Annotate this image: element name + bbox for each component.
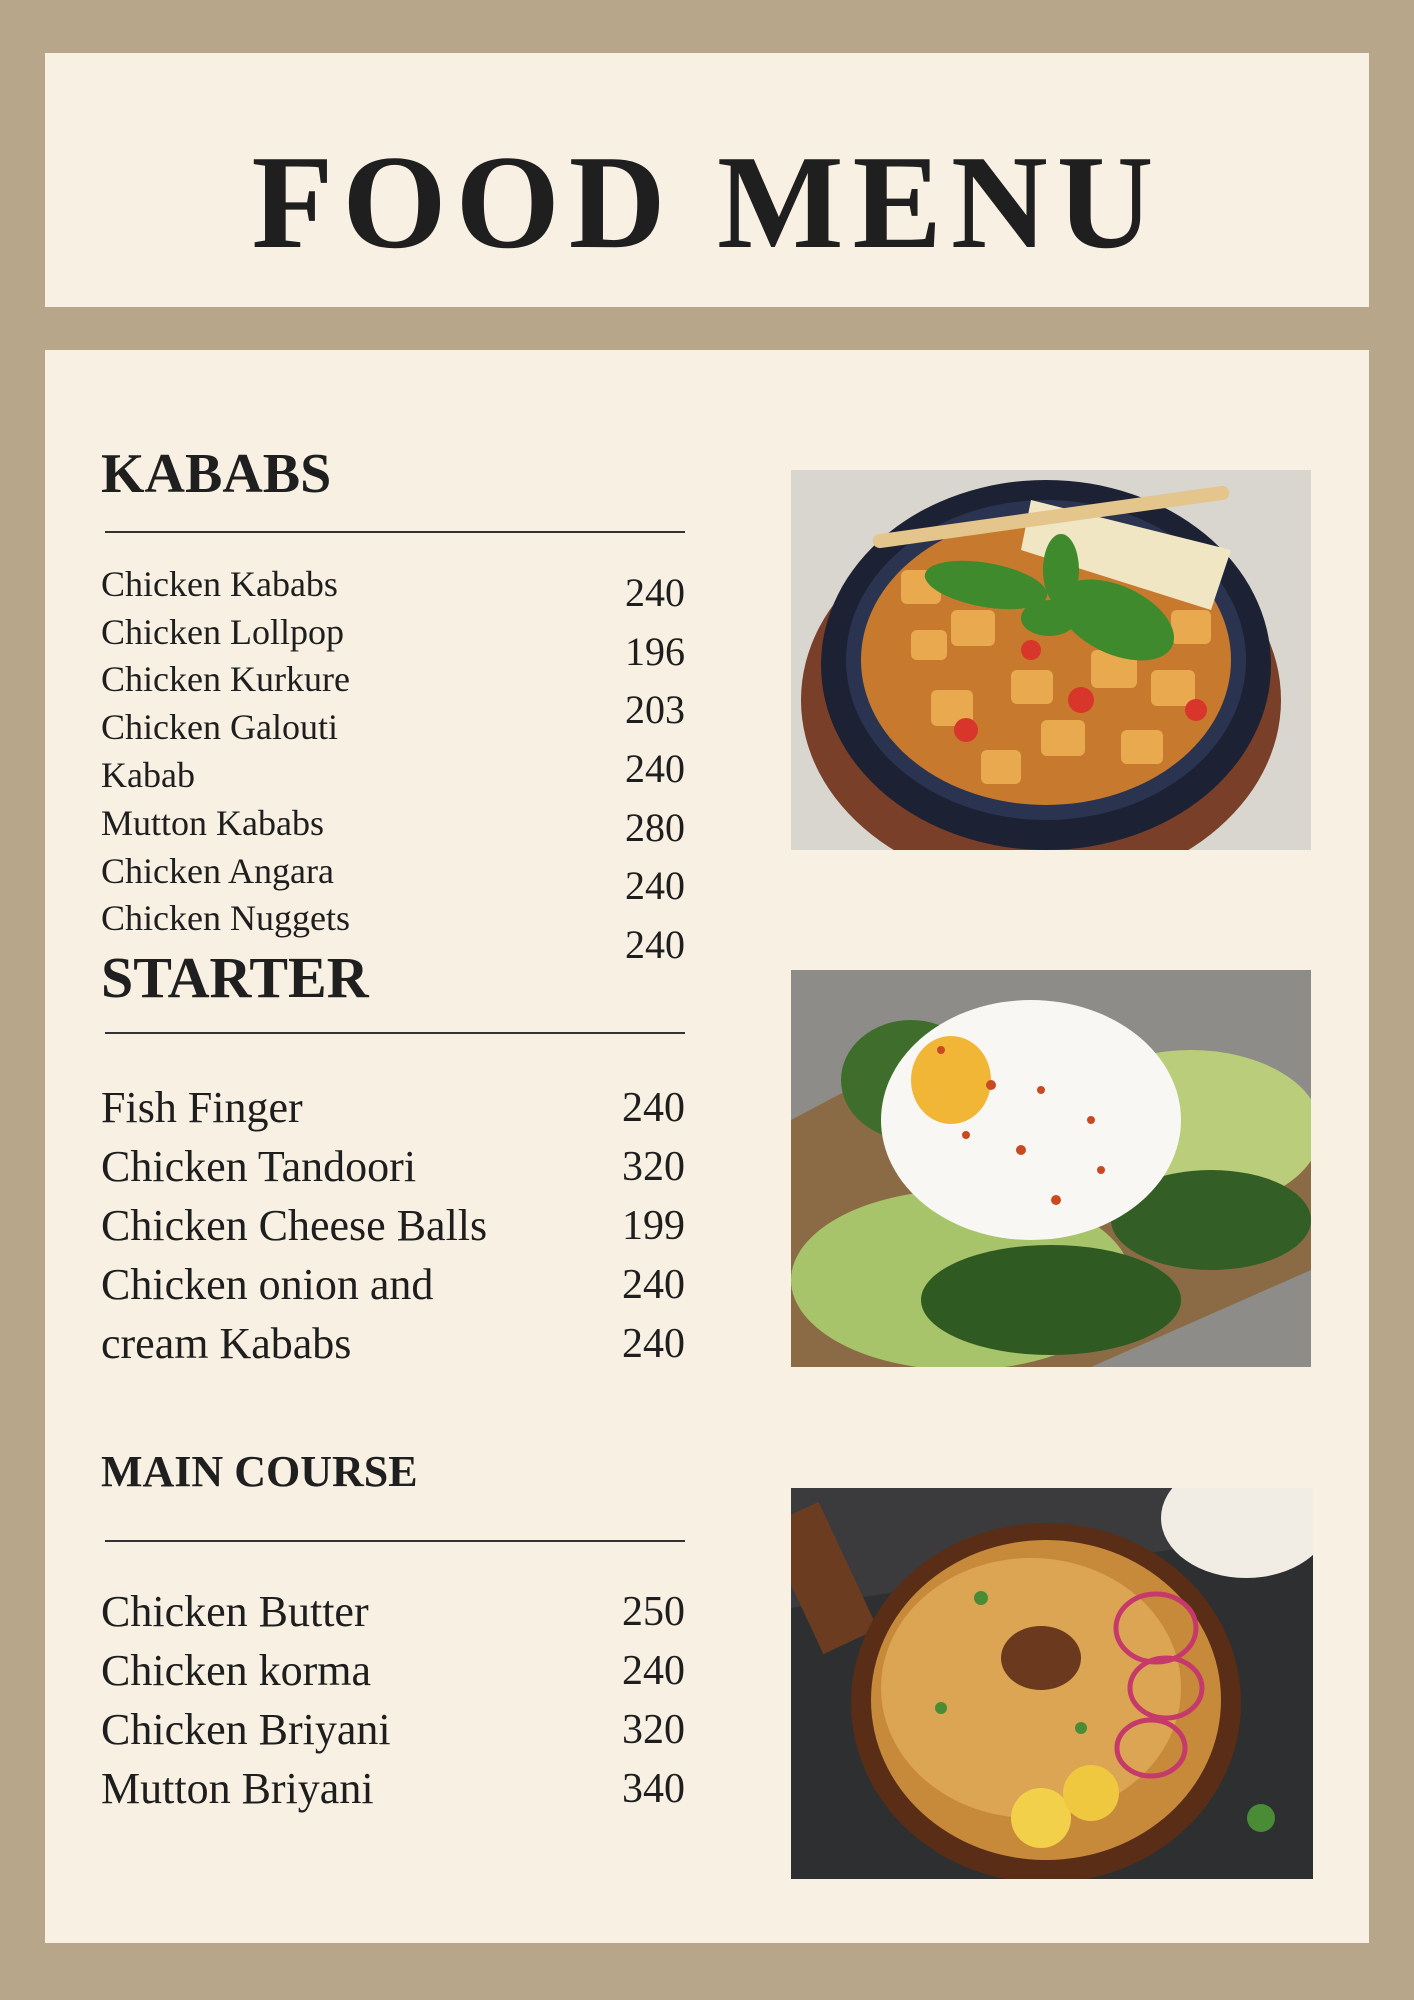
menu-item-price: 240: [625, 922, 685, 967]
section-heading-kababs: KABABS: [101, 443, 332, 505]
menu-item-name: Chicken korma: [101, 1646, 372, 1695]
menu-item-name: Chicken Angara: [101, 851, 334, 891]
menu-item-price: 320: [622, 1144, 685, 1190]
menu-item-name: Chicken Kurkure: [101, 659, 350, 699]
section-divider: [105, 531, 685, 533]
menu-item-name: Chicken onion and: [101, 1260, 434, 1309]
menu-item-name: Chicken Kababs: [101, 564, 338, 604]
section-divider: [105, 1540, 685, 1542]
menu-item-name: Fish Finger: [101, 1083, 303, 1132]
photo-poached-egg-avocado-toast: [791, 970, 1311, 1367]
menu-item-name: Kabab: [101, 755, 195, 795]
menu-item-price: 340: [622, 1766, 685, 1812]
menu-item-name: Chicken Lollpop: [101, 612, 344, 652]
menu-item-name: Chicken Tandoori: [101, 1142, 417, 1191]
menu-item-name: Mutton Kababs: [101, 803, 324, 843]
menu-item-name: cream Kababs: [101, 1319, 352, 1368]
menu-item-price: 240: [622, 1648, 685, 1694]
menu-item-name: Chicken Galouti: [101, 707, 338, 747]
menu-item-name: Chicken Briyani: [101, 1705, 391, 1754]
menu-item-name: Chicken Nuggets: [101, 898, 350, 938]
menu-item-price: 280: [625, 805, 685, 850]
menu-item-name: Mutton Briyani: [101, 1764, 374, 1813]
photo-chicken-biryani: [791, 1488, 1313, 1879]
menu-title: FOOD MENU: [251, 128, 1163, 276]
menu-item-name: Chicken Cheese Balls: [101, 1201, 488, 1250]
photo-chicken-tikka-bowl: [791, 470, 1311, 850]
menu-item-price: 240: [622, 1085, 685, 1131]
menu-item-price: 203: [625, 687, 685, 732]
section-heading-main-course: MAIN COURSE: [101, 1447, 418, 1496]
title-banner: [45, 53, 1369, 307]
menu-item-price: 199: [622, 1203, 685, 1249]
menu-item-price: 240: [625, 570, 685, 615]
menu-item-price: 240: [625, 863, 685, 908]
menu-item-name: Chicken Butter: [101, 1587, 369, 1636]
section-divider: [105, 1032, 685, 1034]
menu-item-price: 240: [622, 1321, 685, 1367]
menu-item-price: 196: [625, 629, 685, 674]
menu-item-price: 240: [622, 1262, 685, 1308]
menu-item-price: 320: [622, 1707, 685, 1753]
section-heading-starter: STARTER: [101, 945, 369, 1010]
menu-item-price: 250: [622, 1589, 685, 1635]
menu-item-price: 240: [625, 746, 685, 791]
